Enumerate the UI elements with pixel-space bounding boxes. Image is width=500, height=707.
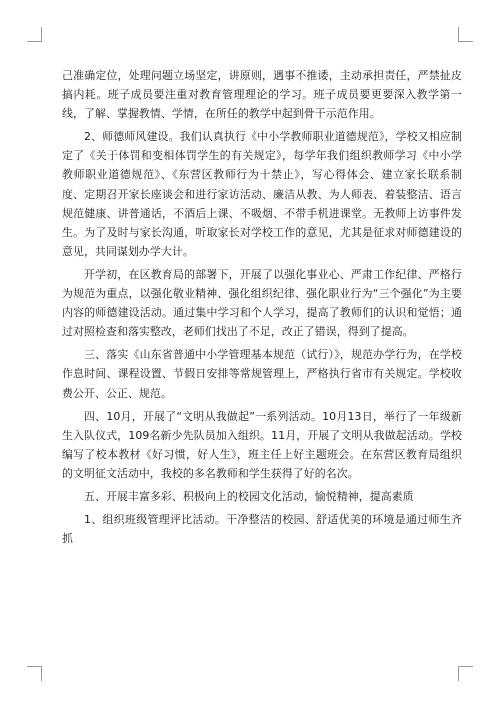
crop-mark-top-left [27,27,42,42]
crop-mark-bottom-left [27,666,42,681]
paragraph-continuation: 己准确定位，处理问题立场坚定，讲原则，遇事不推诿，主动承担责任，严禁扯皮搞内耗。班子成员要注重对教育管理理论的学习。班子成员要更要深入教学第一线，了解、掌握教情、学情，在所任的教学中起到骨干示范作用。 [62,69,462,121]
paragraph-semester-start: 开学初，在区教育局的部署下，开展了以强化事业心、严肃工作纪律、严格行为规范为重点，以强化敬业精神、强化组织纪律、强化职业行为“三个强化”为主要内容的师德建设活动。通过集中学习和个人学习，提高了教师们的认识和觉悟；通过对照检查和落实整改，老师们找出了不足，改正了错误，得到了提高。 [62,267,462,339]
document-body [62,66,462,552]
crop-mark-bottom-right [458,666,473,681]
paragraph-civility-activities: 四、10月，开展了“文明从我做起”一系列活动。10月13日，举行了一年级新生入队仪式，109名新少先队员加入组织。11月，开展了文明从我做起活动。学校编写了校本教材《好习惯，好人生》，班主任上好主题班会。在东营区教育局组织的文明征文活动中，我校的多名教师和学生获得了好的名次。 [62,409,462,480]
paragraph-management-norms: 三、落实《山东省普通中小学管理基本规范（试行）》，规范办学行为，在学校作息时间、课程设置、节假日安排等常规管理上，严格执行省市有关规定。学校收费公开、公正、规范。 [62,348,462,400]
paragraph-campus-culture-heading: 五、开展丰富多彩、积极向上的校园文化活动，愉悦精神，提高素质 [84,489,414,503]
paragraph-ethics-construction: 2、师德师风建设。我们认真执行《中小学教师职业道德规范》，学校又相应制定了《关于体罚和变相体罚学生的有关规定》，每学年我们组织教师学习《中小学教师职业道德规范》、《东营区教师行为十禁止》，写心得体会、建立家长联系制度、定期召开家长座谈会和进行家访活动、廉洁从教、为人师表、着装整洁、语言规范健康、讲普通话，不酒后上课、不吸烟、不带手机进课堂。无教师上访事件发生。为了及时与家长沟通，听取家长对学校工作的意见，尤其是征求对师德建设的意见，共同谋划办学大计。 [62,130,462,258]
crop-mark-top-right [458,27,473,42]
paragraph-class-management: 1、组织班级管理评比活动。干净整洁的校园、舒适优美的环境是通过师生齐抓 [62,513,462,546]
